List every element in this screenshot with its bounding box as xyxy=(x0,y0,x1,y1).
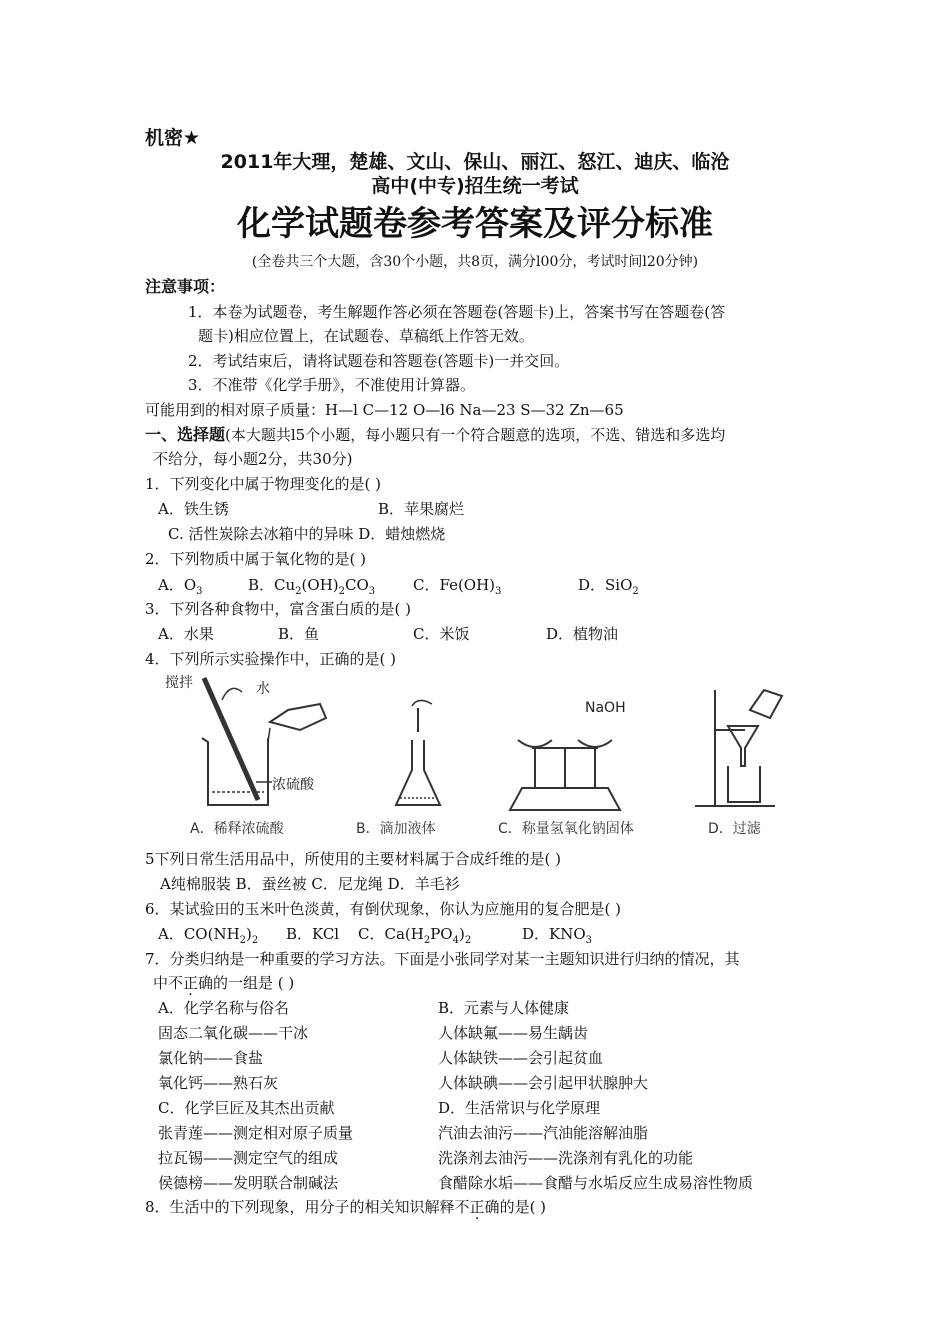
q1-option-cd: C. 活性炭除去冰箱中的异味 D．蜡烛燃烧 xyxy=(168,525,446,543)
caption-b: B．滴加液体 xyxy=(356,821,436,837)
secret-mark: 机密★ xyxy=(145,127,201,149)
q2-stem: 2．下列物质中属于氧化物的是( ) xyxy=(145,550,367,568)
q4-figure xyxy=(160,670,800,840)
pour-beaker-icon xyxy=(750,690,782,718)
q4-stem: 4．下列所示实验操作中，正确的是( ) xyxy=(145,650,397,668)
balance-pan-left-icon xyxy=(518,740,552,747)
label-stir: 搅拌 xyxy=(165,675,193,691)
q7-c-item: 拉瓦锡——测定空气的组成 xyxy=(158,1149,339,1167)
q7-group-d xyxy=(438,1098,753,1193)
q3-option-c: C．米饭 xyxy=(413,625,470,643)
q1-stem: 1．下列变化中属于物理变化的是( ) xyxy=(145,475,382,493)
q3-option-d: D．植物油 xyxy=(546,625,619,643)
q7-stem-a: 7．分类归纳是一种重要的学习方法。下面是小张同学对某一主题知识进行归纳的情况，其 xyxy=(145,950,740,968)
notice-item-1b: 题卡)相应位置上，在试题卷、草稿纸上作答无效。 xyxy=(198,327,534,345)
q7-b-item: 人体缺氟——易生龋齿 xyxy=(438,1024,589,1042)
section1-intro xyxy=(145,425,725,445)
q7-a-title: A．化学名称与俗名 xyxy=(158,999,289,1017)
q6-option-a: A．$CO(NH_2)_2$ xyxy=(158,925,259,946)
q7-b-item: 人体缺铁——会引起贫血 xyxy=(438,1049,604,1067)
q6-option-b: B．KCl xyxy=(286,925,340,943)
label-conc-acid: 浓硫酸 xyxy=(272,777,314,793)
q6-option-c: C．$Ca(H_2PO_4)_2$ xyxy=(358,925,472,946)
q5-options: A纯棉服装 B．蚕丝被 C．尼龙绳 D．羊毛衫 xyxy=(160,875,460,893)
q1-option-a: A．铁生锈 xyxy=(158,500,229,518)
label-water: 水 xyxy=(256,681,270,697)
exam-title-line2: 高中(中专)招生统一考试 xyxy=(371,175,579,197)
emphasis-text: 不正确 xyxy=(454,1198,500,1216)
exam-title-line1: 2011年大理，楚雄、文山、保山、丽江、怒江、迪庆、临沧 xyxy=(220,151,730,173)
q5-stem: 5下列日常生活用品中，所使用的主要材料属于合成纤维的是( ) xyxy=(145,850,562,868)
q2-option-a: A．$O_3$ xyxy=(158,576,203,597)
notice-heading: 注意事项： xyxy=(145,277,226,296)
beaker-d-icon xyxy=(728,766,760,802)
q7-group-b xyxy=(438,998,648,1093)
label-naoh: NaOH xyxy=(585,700,626,716)
q7-c-item: 张青莲——测定相对原子质量 xyxy=(158,1124,354,1142)
notice-item-1a: 1．本卷为试题卷，考生解题作答必须在答题卷(答题卡)上，答案书写在答题卷(答 xyxy=(188,303,726,321)
flask-icon xyxy=(396,740,440,805)
q7-d-item: 洗涤剂去油污——洗涤剂有乳化的功能 xyxy=(438,1149,694,1167)
q7-a-item: 氧化钙——熟石灰 xyxy=(158,1074,279,1092)
q7-a-item: 固态二氧化碳——干冰 xyxy=(158,1024,309,1042)
q2-option-d: D．SiO$_2$ xyxy=(578,576,639,597)
q8-stem: 8．生活中的下列现象，用分子的相关知识解释不正确的是( ) xyxy=(145,1198,547,1216)
q3-option-b: B．鱼 xyxy=(278,625,320,643)
q7-c-title: C．化学巨匠及其杰出贡献 xyxy=(158,1099,335,1117)
balance-base-icon xyxy=(510,788,620,810)
q7-group-c xyxy=(158,1098,353,1193)
section1-heading: 一、选择题 xyxy=(145,425,226,444)
q7-c-item: 侯德榜——发明联合制碱法 xyxy=(158,1174,339,1192)
q7-d-item: 食醋除水垢——食醋与水垢反应生成易溶性物质 xyxy=(438,1174,754,1192)
funnel-icon xyxy=(728,726,758,766)
q7-group-a xyxy=(158,998,308,1093)
pouring-bottle-icon xyxy=(270,704,326,730)
q7-b-item: 人体缺碘——会引起甲状腺肿大 xyxy=(438,1074,649,1092)
q7-b-title: B．元素与人体健康 xyxy=(438,999,570,1017)
q7-a-item: 氯化钠——食盐 xyxy=(158,1049,264,1067)
main-title: 化学试题卷参考答案及评分标准 xyxy=(237,204,713,244)
caption-a: A．稀释浓硫酸 xyxy=(190,821,284,837)
balance-pan-right-icon xyxy=(578,740,612,747)
q7-d-item: 汽油去油污——汽油能溶解油脂 xyxy=(438,1124,649,1142)
notice-item-3: 3．不准带《化学手册》，不准使用计算器。 xyxy=(188,376,476,394)
section1-desc-b: 不给分，每小题2分，共30分) xyxy=(153,450,353,468)
q3-stem: 3．下列各种食物中，富含蛋白质的是( ) xyxy=(145,600,412,618)
exam-subtitle: (全卷共三个大题，含30个小题，共8页，满分l00分，考试时间l20分钟) xyxy=(251,254,699,270)
q6-option-d: D．$KNO_3$ xyxy=(522,925,593,946)
notice-item-2: 2．考试结束后，请将试题卷和答题卷(答题卡)一并交回。 xyxy=(188,352,570,370)
section1-desc-a: (本大题共l5个小题，每小题只有一个符合题意的选项，不选、错选和多选均 xyxy=(225,426,726,444)
emphasis-text: 不正确 xyxy=(168,974,214,992)
q2-option-c: C．$Fe(OH)_3$ xyxy=(413,576,502,597)
q3-option-a: A．水果 xyxy=(158,625,214,643)
q7-stem-b: 中不正确的一组是 ( ) xyxy=(153,974,295,992)
q1-option-b: B．苹果腐烂 xyxy=(378,500,465,518)
q6-stem: 6．某试验田的玉米叶色淡黄，有倒伏现象，你认为应施用的复合肥是( ) xyxy=(145,900,622,918)
q7-d-title: D．生活常识与化学原理 xyxy=(438,1099,601,1117)
glass-rod-icon xyxy=(204,678,258,800)
caption-d: D．过滤 xyxy=(708,821,761,837)
atomic-mass-line: 可能用到的相对原子质量：H—l C—12 O—l6 Na—23 S—32 Zn—65 xyxy=(145,401,624,419)
caption-c: C．称量氢氧化钠固体 xyxy=(498,821,634,837)
q2-option-b: B．$Cu_2(OH)_2CO_3$ xyxy=(248,576,376,597)
